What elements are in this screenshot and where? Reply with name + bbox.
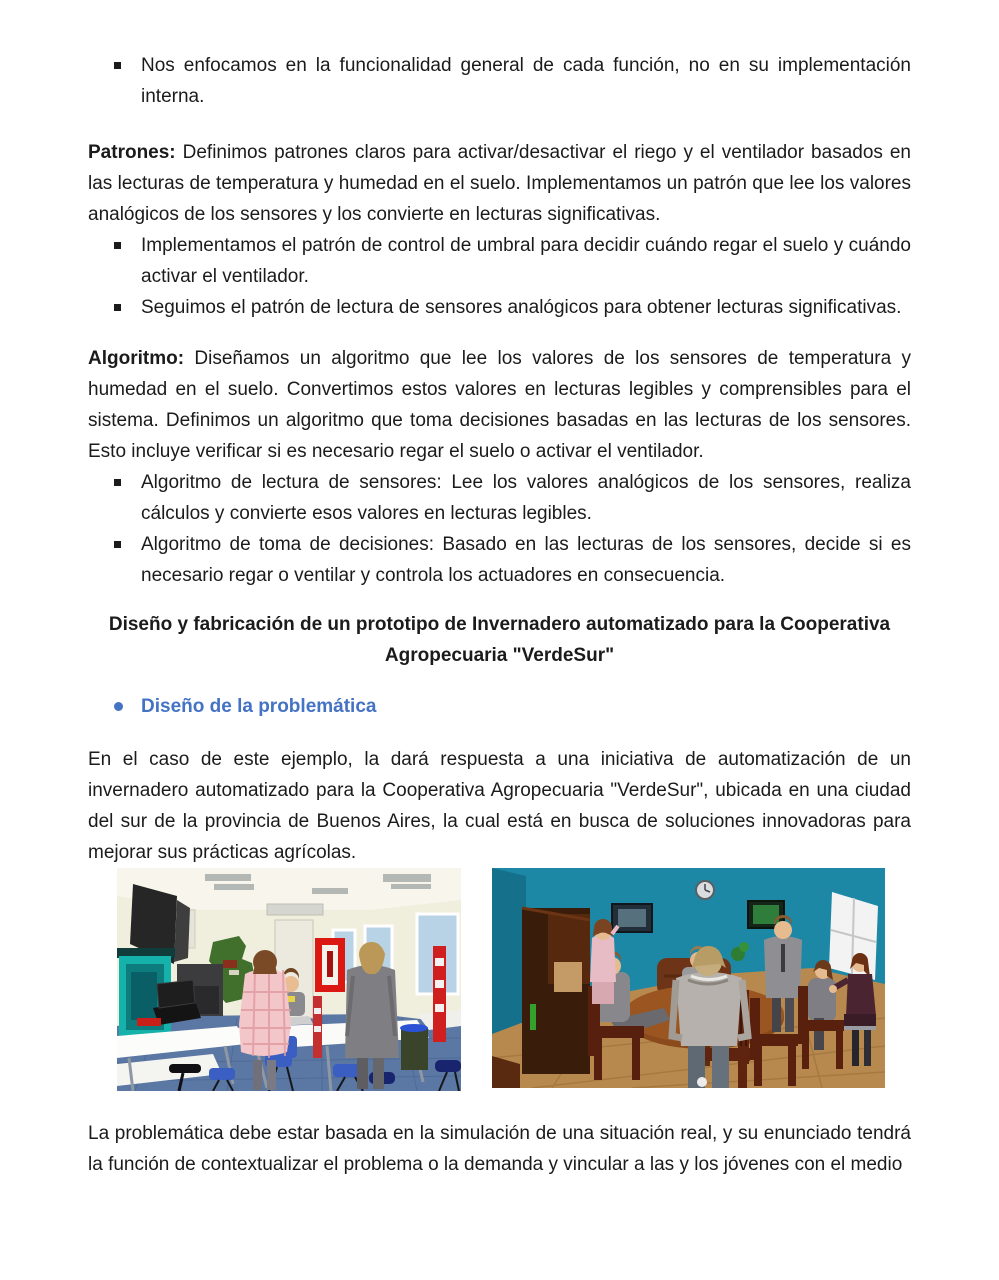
patrones-text: Definimos patrones claros para activar/desactivar el riego y el ventilador basados en las lecturas de temperatura y humedad en el suelo. Implementamos un patrón que lee los valores analógicos de los sensores y los convierte en lecturas significativas.	[88, 142, 912, 225]
subsection-heading	[88, 691, 911, 722]
case-paragraph: En el caso de este ejemplo, la dará respuesta a una iniciativa de automatización de un invernadero automatizado para la Cooperativa Agropecuaria "VerdeSur", ubicada en una ciudad del sur de la provincia de Buenos Aires, la cual está en busca de soluciones innovadoras para mejorar sus prácticas agrícolas.	[88, 749, 911, 863]
closing-paragraph: La problemática debe estar basada en la simulación de una situación real, y su enunciado tendrá la función de contextualizar el problema o la demanda y vincular a las y los jóvenes con el medio	[88, 1123, 911, 1175]
bullet-square-icon	[114, 242, 121, 249]
meeting-room-render-image	[492, 868, 885, 1088]
subsection-heading-text: Diseño de la problemática	[141, 696, 377, 717]
list-item-text: Algoritmo de lectura de sensores: Lee los valores analógicos de los sensores, realiza cálculos y convierte esos valores en lecturas legibles.	[141, 472, 911, 524]
list-item	[88, 467, 911, 529]
list-item-text: Implementamos el patrón de control de umbral para decidir cuándo regar el suelo y cuándo activar el ventilador.	[141, 235, 911, 287]
algoritmo-paragraph	[88, 343, 911, 467]
list-item	[88, 230, 911, 292]
bullet-square-icon	[114, 304, 121, 311]
algoritmo-bullet-list	[88, 467, 911, 591]
list-item-text: Nos enfocamos en la funcionalidad general de cada función, no en su implementación interna.	[141, 55, 911, 107]
patrones-paragraph	[88, 137, 911, 230]
bullet-dot-icon	[114, 702, 123, 711]
section-title: Diseño y fabricación de un prototipo de Invernadero automatizado para la Cooperativa Agropecuaria "VerdeSur"	[108, 614, 891, 666]
patrones-bullet-list	[88, 230, 911, 323]
classroom-render-image	[117, 868, 461, 1091]
algoritmo-label: Algoritmo:	[88, 348, 185, 369]
bullet-square-icon	[114, 62, 121, 69]
algoritmo-text: Diseñamos un algoritmo que lee los valores de los sensores de temperatura y humedad en el suelo. Convertimos estos valores en lecturas legibles y comprensibles para el sistema. Definimos un algoritmo que toma decisiones basadas en las lecturas de los sensores. Esto incluye verificar si es necesario regar el suelo o activar el ventilador.	[88, 348, 911, 462]
list-item	[88, 50, 911, 112]
figure-row	[117, 868, 911, 1091]
list-item	[88, 292, 911, 323]
list-item-text: Algoritmo de toma de decisiones: Basado en las lecturas de los sensores, decide si es necesario regar o ventilar y controla los actuadores en consecuencia.	[141, 534, 911, 586]
bullet-square-icon	[114, 541, 121, 548]
patrones-label: Patrones:	[88, 142, 176, 163]
intro-bullet-list	[88, 50, 911, 112]
list-item	[88, 529, 911, 591]
bullet-square-icon	[114, 479, 121, 486]
list-item-text: Seguimos el patrón de lectura de sensores analógicos para obtener lecturas significativas.	[141, 297, 902, 318]
